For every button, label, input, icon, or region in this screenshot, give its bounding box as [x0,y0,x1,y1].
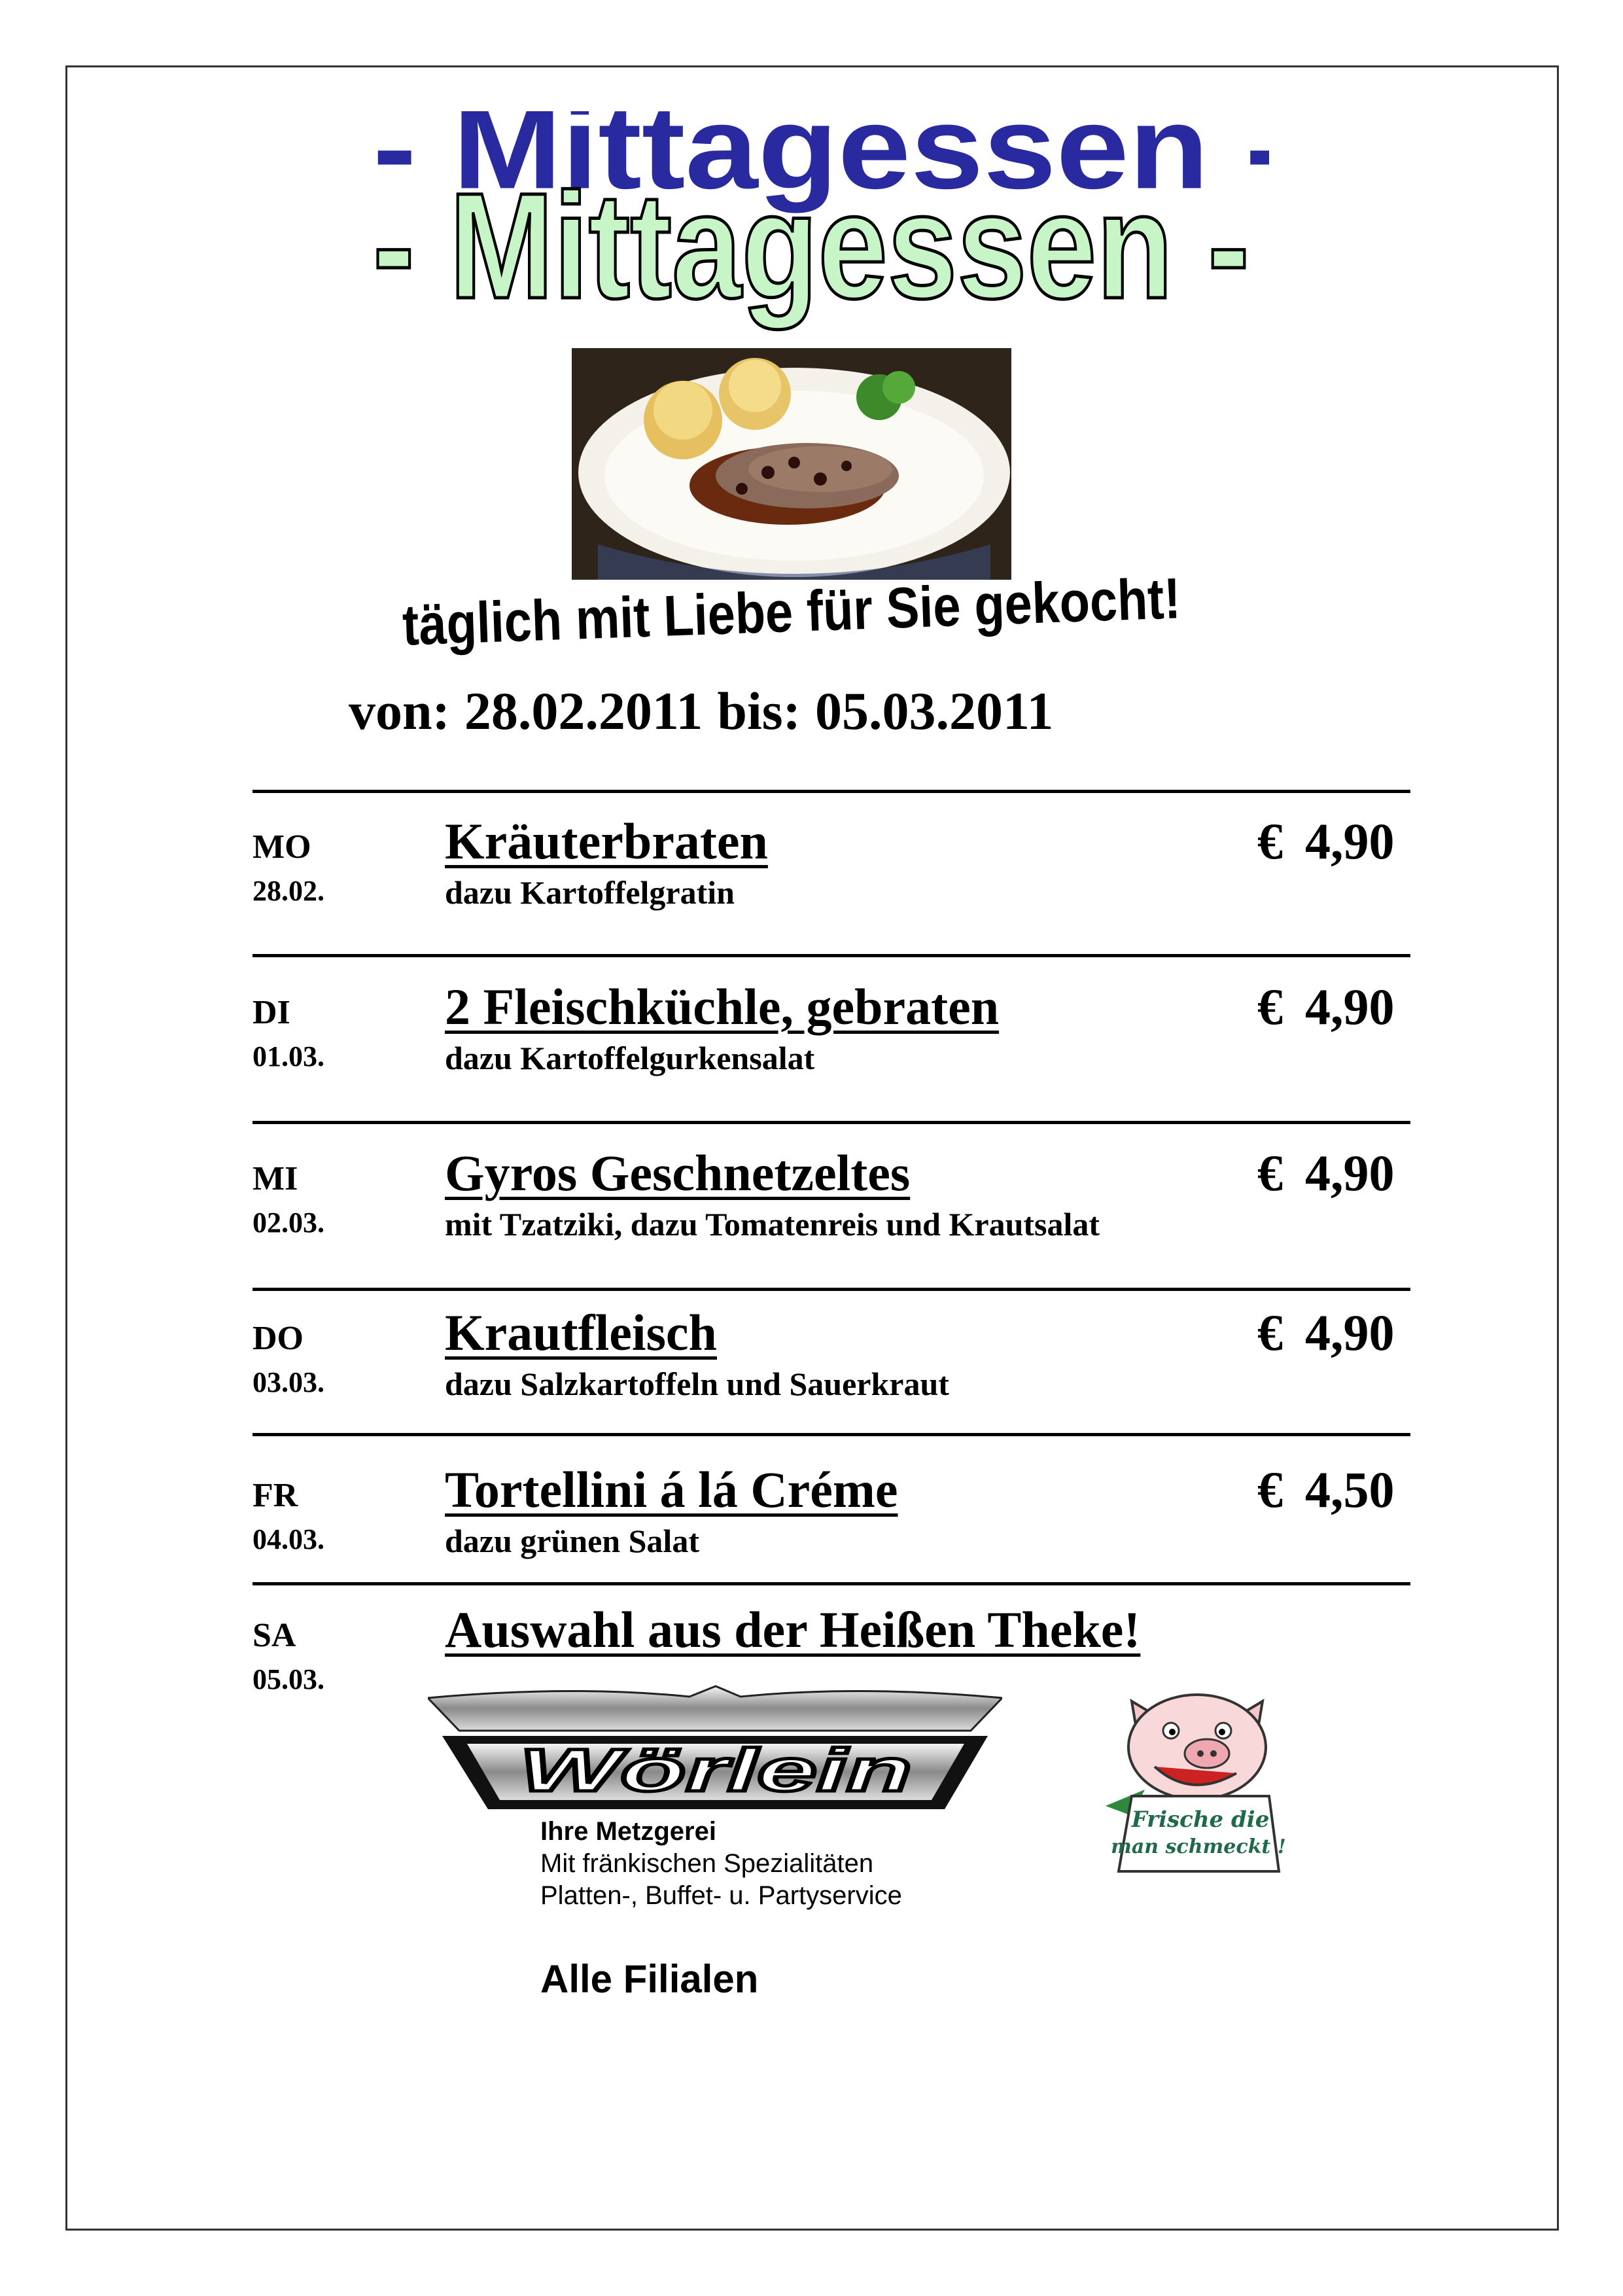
dish-name: Kräuterbraten [445,813,768,870]
menu-day-mi [253,1153,324,1241]
day-abbr: MO [253,828,311,866]
slogan-artwork [393,563,1191,667]
currency: € [1257,813,1283,870]
price-value: 4,90 [1305,978,1395,1035]
price-value: 4,50 [1305,1461,1395,1518]
day-abbr: DO [253,1320,304,1357]
day-date: 02.03. [253,1207,324,1239]
day-abbr: FR [253,1477,298,1514]
dish-name: Gyros Geschnetzeltes [445,1144,911,1201]
menu-price-mo [1257,811,1395,872]
divider [253,1433,1410,1436]
day-date: 28.02. [253,875,324,907]
title-text: - Mittagessen - [373,162,1249,330]
menu-day-fr [253,1470,324,1557]
pig-mascot [1092,1675,1302,1884]
company-info [540,1816,902,1912]
logo-artwork [428,1685,1002,1816]
day-abbr: DI [253,994,290,1031]
currency: € [1257,1144,1283,1201]
to-label: bis: [717,681,801,741]
branches-note: Alle Filialen [540,1957,759,2001]
title-shadow: - Mittagessen - [372,111,1269,214]
day-abbr: MI [253,1160,298,1197]
currency: € [1257,978,1283,1035]
from-label: von: [349,681,450,741]
menu-dish-fr [445,1460,898,1562]
price-value: 4,90 [1305,1304,1395,1361]
mascot-text-line: Frische die [1131,1807,1270,1833]
menu-price-di [1257,977,1395,1037]
slogan-text: täglich mit Liebe für Sie gekocht! [401,563,1191,658]
to-date: 05.03.2011 [815,681,1054,741]
dish-side: dazu Kartoffelgurkensalat [445,1040,815,1076]
company-line: Platten-, Buffet- u. Partyservice [540,1881,902,1910]
date-range [349,680,1068,742]
slogan [393,563,1191,667]
divider [253,790,1410,793]
divider [253,1288,1410,1291]
price-value: 4,90 [1305,1144,1395,1201]
dish-name: 2 Fleischküchle, gebraten [445,978,1000,1035]
dish-name: Auswahl aus der Heißen Theke! [445,1601,1141,1658]
menu-day-mo [253,821,324,909]
day-abbr: SA [253,1617,296,1654]
menu-day-di [253,987,324,1074]
dish-side: dazu Kartoffelgratin [445,874,735,911]
dish-side: dazu Salzkartoffeln und Sauerkraut [445,1366,949,1402]
dish-name: Krautfleisch [445,1304,717,1361]
dish-side: mit Tzatziki, dazu Tomatenreis und Krautsalat [445,1206,1100,1243]
company-line: Ihre Metzgerei [540,1817,716,1846]
menu-price-do [1257,1303,1395,1363]
food-photo [572,348,1011,580]
dish-side: dazu grünen Salat [445,1523,699,1559]
menu-day-do [253,1313,324,1400]
mascot-text-line: man schmeckt ! [1111,1835,1286,1858]
menu-dish-mi [445,1143,1100,1245]
company-line: Mit fränkischen Spezialitäten [540,1849,874,1878]
page-title [340,111,1269,334]
price-value: 4,90 [1305,813,1395,870]
title-artwork [340,111,1269,334]
menu-dish-do [445,1303,949,1405]
menu-dish-sa [445,1600,1140,1660]
menu-price-mi [1257,1143,1395,1203]
menu-price-fr [1257,1460,1395,1520]
dish-name: Tortellini á lá Créme [445,1461,898,1518]
day-date: 03.03. [253,1366,324,1398]
logo-text: Wörlein [519,1737,912,1804]
from-date: 28.02.2011 [464,681,703,741]
company-logo [428,1685,1002,1816]
divider [253,1121,1410,1124]
currency: € [1257,1304,1283,1361]
menu-day-sa [253,1610,324,1697]
day-date: 01.03. [253,1040,324,1072]
menu-dish-mo [445,811,768,913]
pig-artwork [1092,1675,1302,1884]
day-date: 04.03. [253,1523,324,1555]
currency: € [1257,1461,1283,1518]
divider [253,1582,1410,1585]
divider [253,954,1410,957]
day-date: 05.03. [253,1663,324,1695]
menu-dish-di [445,977,999,1079]
